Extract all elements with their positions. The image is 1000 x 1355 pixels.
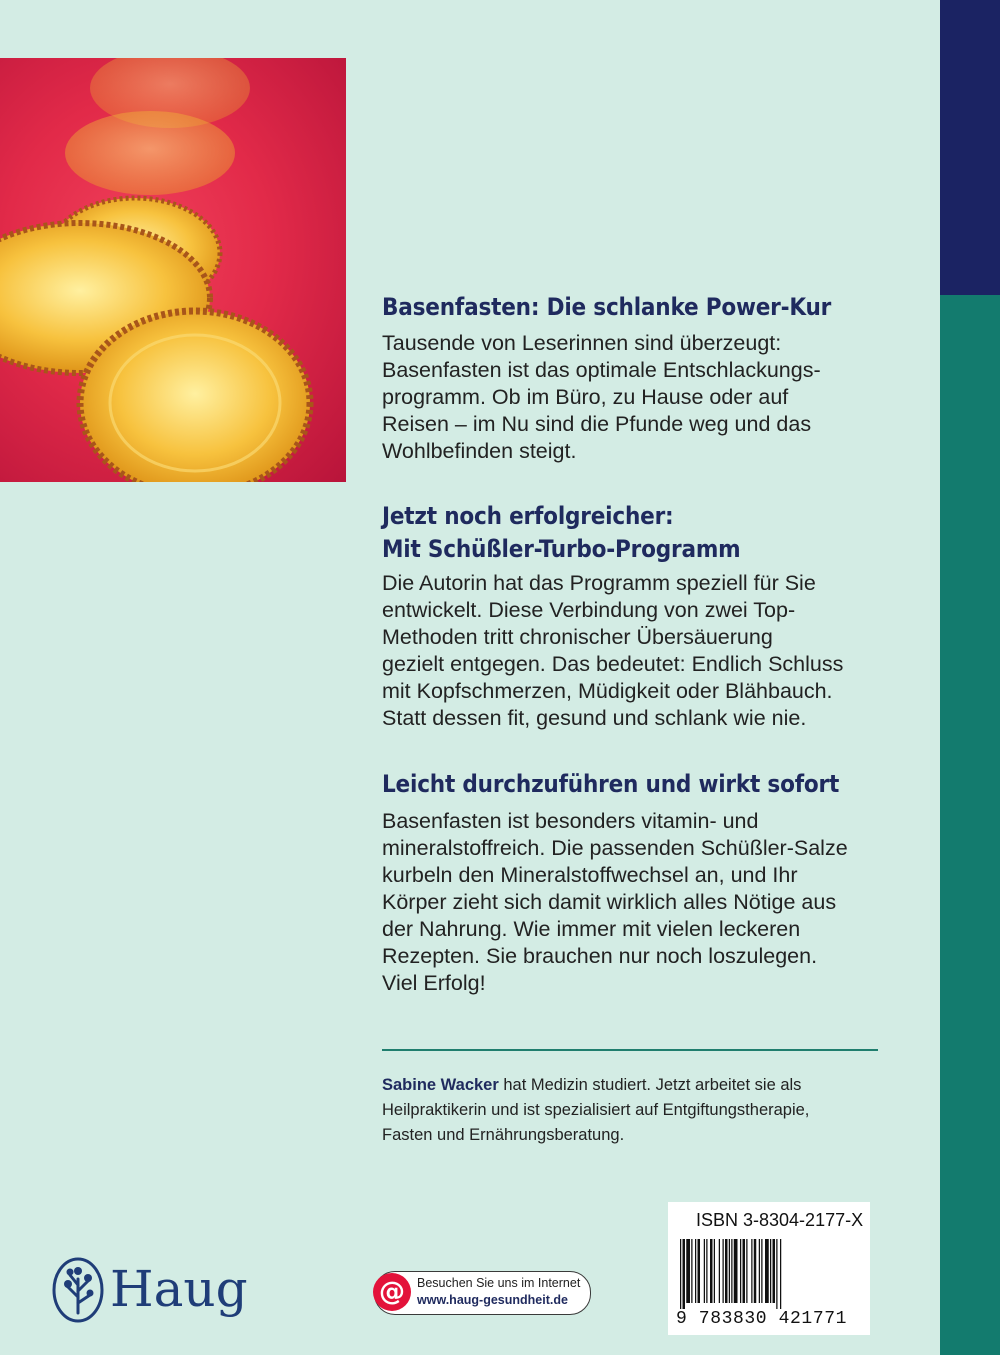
barcode-bar xyxy=(686,1239,690,1303)
author-name: Sabine Wacker xyxy=(382,1076,499,1094)
barcode-bar xyxy=(706,1239,707,1303)
barcode-bar xyxy=(773,1239,776,1303)
publisher-name: Haug xyxy=(110,1260,248,1318)
isbn-label: ISBN 3-8304-2177-X xyxy=(696,1210,864,1230)
barcode-bar xyxy=(710,1239,713,1303)
spine-stripe-navy xyxy=(940,0,1000,295)
cover-photo-pineapple xyxy=(0,58,346,482)
pineapple-illustration xyxy=(0,58,346,482)
spine-stripe-teal xyxy=(940,295,1000,1355)
barcode-bar xyxy=(714,1239,715,1303)
section-heading-schuessler: Jetzt noch erfolgreicher: Mit Schüßler-Turbo-Programm xyxy=(382,502,741,563)
at-sign-icon: @ xyxy=(373,1273,411,1311)
barcode-bar xyxy=(680,1239,681,1309)
publisher-logo xyxy=(52,1255,252,1325)
section-heading-power-kur: Basenfasten: Die schlanke Power-Kur xyxy=(382,293,832,321)
barcode-bar xyxy=(761,1239,762,1303)
divider-rule xyxy=(382,1049,878,1051)
barcode-bar xyxy=(725,1239,728,1303)
website-invite-text: Besuchen Sie uns im Internet xyxy=(417,1276,581,1290)
barcode-bar xyxy=(691,1239,692,1303)
barcode-bar xyxy=(698,1239,701,1303)
barcode-bar xyxy=(734,1239,738,1303)
barcode-bar xyxy=(759,1239,760,1303)
isbn-barcode-box xyxy=(668,1202,870,1335)
section-body-power-kur: Tausende von Leserinnen sind überzeugt: Basenfasten ist das optimale Entschlackungs- programm. Ob im Büro, zu Hause oder auf Reisen – im Nu sind die Pfunde weg und das Wohlbefinden steigt. xyxy=(382,331,821,463)
author-bio: Sabine Wacker hat Medizin studiert. Jetzt arbeitet sie als Heilpraktikerin und ist spezialisiert auf Entgiftungstherapie, Fasten und Ernährungsberatung. xyxy=(382,1076,810,1144)
barcode-bar xyxy=(765,1239,769,1303)
barcode-bar xyxy=(683,1239,686,1309)
barcode-bar xyxy=(704,1239,705,1303)
barcode-bar xyxy=(729,1239,730,1303)
barcode-bars xyxy=(680,1239,858,1309)
tree-icon xyxy=(52,1257,104,1323)
website-url[interactable]: www.haug-gesundheit.de xyxy=(417,1293,568,1307)
barcode-bar xyxy=(740,1239,741,1303)
section-heading-leicht: Leicht durchzuführen und wirkt sofort xyxy=(382,770,840,798)
barcode-bar xyxy=(731,1239,732,1303)
barcode-bar xyxy=(723,1239,724,1303)
barcode-bar xyxy=(751,1239,752,1303)
barcode-bar xyxy=(695,1239,696,1303)
ean-digits: 9 783830 421771 xyxy=(676,1309,848,1329)
barcode-bar xyxy=(780,1239,781,1309)
barcode-bar xyxy=(776,1239,777,1309)
barcode-bar xyxy=(743,1239,746,1303)
section-body-schuessler: Die Autorin hat das Programm speziell für Sie entwickelt. Diese Verbindung von zwei Top- Methoden tritt chronischer Übersäuerung gezielt entgegen. Das bedeutet: Endlich Schluss mit Kopfschmerzen, Müdigkeit oder Blähbauch. Statt dessen fit, gesund und schlank wie nie. xyxy=(382,571,844,730)
section-body-leicht: Basenfasten ist besonders vitamin- und mineralstoffreich. Die passenden Schüßler-Salze kurbeln den Mineralstoffwechsel an, und Ihr Körper zieht sich damit wirklich alles Nötige aus der Nahrung. Wie immer mit vielen leckeren Rezepten. Sie brauchen nur noch loszulegen. Viel Erfolg! xyxy=(382,809,848,995)
barcode-bar xyxy=(770,1239,771,1303)
barcode-bar xyxy=(754,1239,757,1303)
barcode-bar xyxy=(719,1239,720,1303)
website-badge[interactable] xyxy=(374,1271,591,1315)
barcode-bar xyxy=(746,1239,747,1303)
